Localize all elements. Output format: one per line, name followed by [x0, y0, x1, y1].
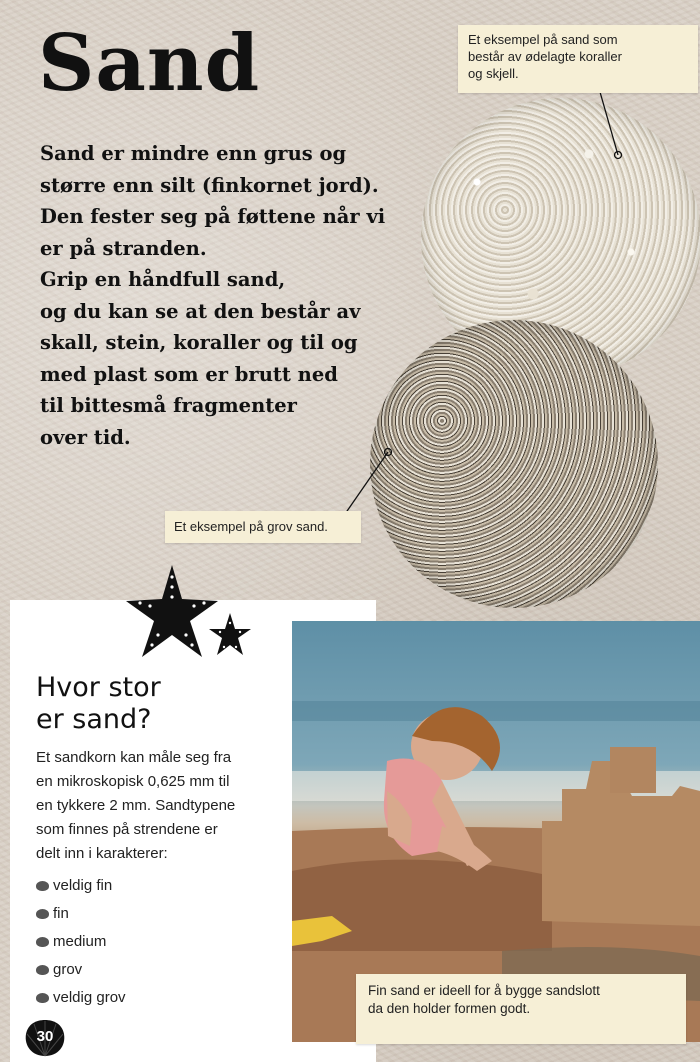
intro-line: og du kan se at den består av: [40, 299, 361, 323]
intro-line: Grip en håndfull sand,: [40, 268, 286, 291]
pebble-bullet-icon: [36, 965, 49, 975]
intro-line: Den fester seg på føttene når vi: [40, 205, 386, 228]
grade-label: grov: [53, 961, 83, 978]
intro-line: over tid.: [40, 425, 131, 449]
intro-text: [40, 138, 410, 453]
caption-line: Et eksempel på sand som: [468, 32, 618, 47]
panel-title: [36, 672, 161, 736]
grade-label: medium: [53, 933, 107, 950]
intro-line: større enn silt (finkornet jord).: [40, 173, 379, 197]
list-item: [36, 872, 126, 900]
intro-line: er på stranden.: [40, 236, 207, 260]
panel-body: [36, 746, 286, 866]
panel-body-line: som finnes på strendene er: [36, 821, 218, 838]
caption-line: og skjell.: [468, 66, 519, 81]
coarse-caption: Et eksempel på grov sand.: [165, 511, 361, 543]
coarse-sand-photo: [370, 320, 658, 608]
photo-caption: [356, 974, 686, 1044]
panel-body-line: en tykkere 2 mm. Sandtypene: [36, 797, 236, 814]
page-number: 30: [36, 1028, 54, 1045]
intro-line: til bittesmå fragmenter: [40, 394, 297, 417]
grade-label: fin: [53, 905, 69, 922]
pebble-bullet-icon: [36, 937, 49, 947]
panel-title-line: er sand?: [36, 704, 152, 735]
list-item: [36, 928, 126, 956]
intro-line: med plast som er brutt ned: [40, 362, 338, 386]
grade-label: veldig fin: [53, 877, 113, 894]
list-item: [36, 956, 126, 984]
panel-body-line: delt inn i karakterer:: [36, 845, 168, 862]
pebble-bullet-icon: [36, 909, 49, 919]
panel-title-line: Hvor stor: [36, 672, 161, 703]
pebble-bullet-icon: [36, 993, 49, 1003]
caption-line: består av ødelagte koraller: [468, 49, 622, 64]
intro-line: skall, stein, koraller og til og: [40, 331, 358, 354]
panel-body-line: en mikroskopisk 0,625 mm til: [36, 773, 230, 790]
caption-line: Fin sand er ideell for å bygge sandslott: [368, 983, 600, 998]
list-item: [36, 984, 126, 1012]
intro-line: Sand er mindre enn grus og: [40, 142, 347, 165]
page-title: Sand: [38, 18, 261, 109]
starfish-icon: [120, 563, 260, 673]
grade-label: veldig grov: [53, 989, 126, 1006]
coral-caption: [458, 25, 698, 93]
list-item: [36, 900, 126, 928]
grade-list: [36, 872, 126, 1012]
pebble-bullet-icon: [36, 881, 49, 891]
caption-line: da den holder formen godt.: [368, 1001, 531, 1016]
panel-body-line: Et sandkorn kan måle seg fra: [36, 749, 232, 766]
